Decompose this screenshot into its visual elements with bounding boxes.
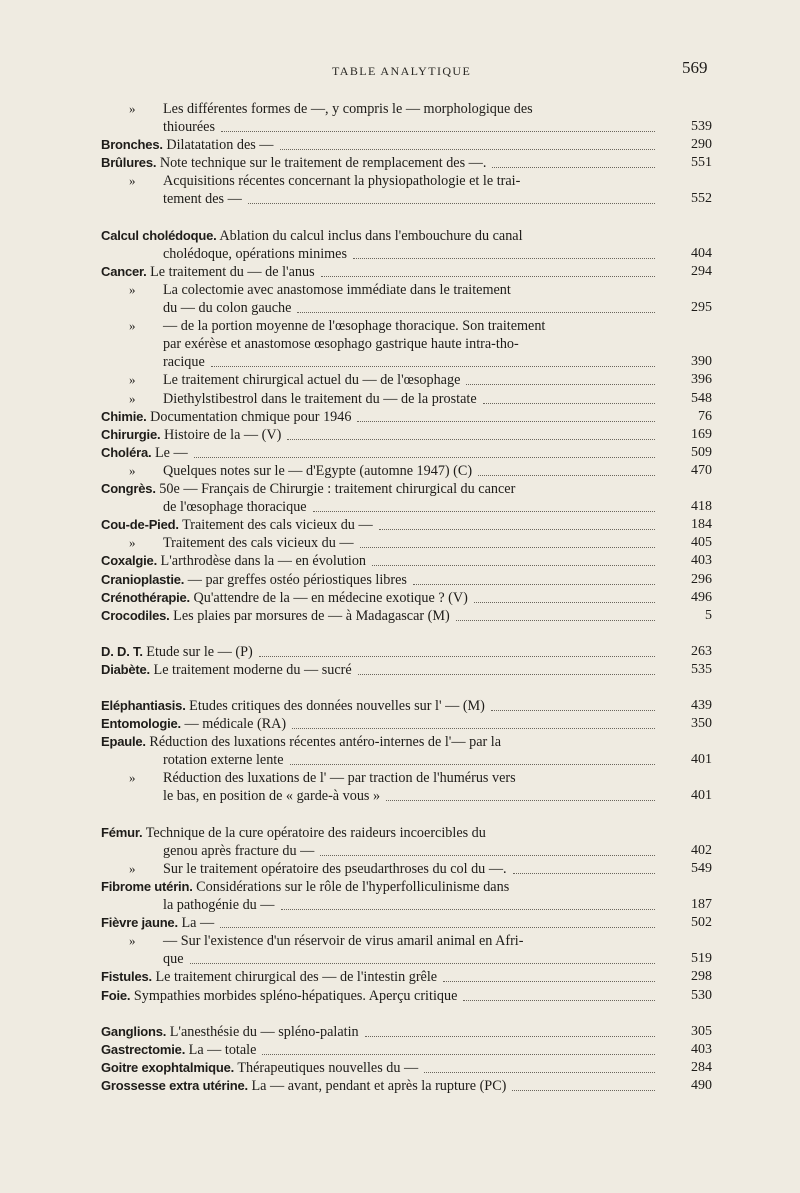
- entry-heading: Crénothérapie.: [101, 589, 190, 605]
- dot-leader: [372, 563, 655, 566]
- page-number: 569: [682, 58, 708, 77]
- entry-text: cholédoque, opérations minimes: [163, 245, 348, 262]
- entry-text: Etudes critiques des données nouvelles sur l' — (M): [189, 698, 485, 714]
- entry-page-number: 439: [691, 698, 712, 713]
- running-head: TABLE ANALYTIQUE: [332, 64, 472, 78]
- entry-text: Les plaies par morsures de — à Madagascar (M): [173, 607, 450, 624]
- entry-text: La — totale: [188, 1041, 257, 1058]
- entry-line: [163, 896, 653, 914]
- entry-page-number: 169: [691, 426, 712, 442]
- entry-heading: Fièvre jaune.: [101, 915, 178, 931]
- entry-page-number: 294: [691, 263, 712, 279]
- dot-leader: [297, 310, 655, 313]
- entry-line: [101, 516, 653, 534]
- entry-line: [101, 661, 653, 679]
- entry-heading: Cancer.: [101, 263, 147, 279]
- entry-heading: Diabète.: [101, 661, 150, 677]
- dot-leader: [194, 455, 655, 458]
- index-entry: [0, 643, 712, 661]
- index-entry: [0, 697, 712, 715]
- index-subentry: [0, 860, 712, 878]
- entry-page-number: 418: [691, 499, 712, 515]
- dot-leader: [357, 419, 655, 422]
- entry-text: — Sur l'existence d'un réservoir de virus amaril animal en Afri-: [163, 933, 524, 950]
- dot-leader: [379, 527, 655, 530]
- entry-page-number: 535: [691, 661, 712, 677]
- entry-text: Le traitement moderne du — sucré: [153, 661, 352, 678]
- entry-line: [101, 1041, 653, 1059]
- entry-page-number: 76: [698, 408, 712, 424]
- entry-line: [163, 390, 653, 408]
- entry-page-number: 263: [691, 643, 712, 659]
- entry-line: [163, 118, 653, 136]
- dot-leader: [211, 364, 655, 367]
- entry-heading: Crocodiles.: [101, 607, 170, 623]
- entry-text: — par greffes ostéo périostiques libres: [187, 571, 407, 588]
- entry-heading: Epaule.: [101, 734, 146, 750]
- dot-leader: [281, 907, 656, 910]
- ditto-mark: »: [129, 372, 136, 388]
- entry-text: racique: [163, 354, 205, 371]
- entry-page-number: 284: [691, 1059, 712, 1075]
- dot-leader: [358, 672, 655, 675]
- entry-page-number: 549: [691, 860, 712, 876]
- entry-line: [101, 968, 653, 986]
- entry-line: [163, 842, 653, 860]
- entry-line: [101, 914, 653, 932]
- entry-page-number: 296: [691, 571, 712, 587]
- entry-page-number: 290: [691, 137, 712, 153]
- entry-page-number: 502: [691, 915, 712, 931]
- index-entry: [0, 824, 712, 860]
- entry-page-number: 403: [691, 553, 712, 569]
- dot-leader: [360, 545, 655, 548]
- entry-page-number: 548: [691, 390, 712, 406]
- entry-page-number: 184: [691, 517, 712, 533]
- entry-line: [163, 787, 653, 805]
- index-entry: [0, 661, 712, 679]
- index-subentry: [0, 317, 712, 371]
- entry-text: — médicale (RA): [184, 716, 287, 733]
- entry-line: [101, 589, 653, 607]
- entry-page-number: 396: [691, 372, 712, 388]
- entry-text: Diethylstibestrol dans le traitement du — de la prostate: [163, 390, 477, 407]
- entry-text: rotation externe lente: [163, 752, 284, 769]
- entry-line: [163, 769, 653, 787]
- entry-line: [163, 462, 653, 480]
- entry-heading: Ganglions.: [101, 1023, 167, 1039]
- dot-leader: [478, 473, 655, 476]
- entry-line: [101, 878, 653, 896]
- index-entry: [0, 408, 712, 426]
- dot-leader: [320, 853, 655, 856]
- dot-leader: [443, 979, 655, 982]
- entry-heading: Chirurgie.: [101, 426, 161, 442]
- dot-leader: [190, 961, 656, 964]
- entry-line: [101, 154, 653, 172]
- entry-line: [163, 498, 653, 516]
- entry-page-number: 519: [691, 951, 712, 967]
- dot-leader: [292, 726, 655, 729]
- entry-heading: Foie.: [101, 987, 131, 1003]
- entry-line: [163, 281, 653, 299]
- entry-heading: Choléra.: [101, 444, 152, 460]
- entry-line: [101, 987, 653, 1005]
- index-entry: [0, 968, 712, 986]
- entry-line: [101, 715, 653, 733]
- entry-line: [163, 534, 653, 552]
- dot-leader: [365, 1034, 655, 1037]
- entry-line: [163, 353, 653, 371]
- dot-leader: [386, 798, 655, 801]
- entry-heading: Goitre exophtalmique.: [101, 1059, 235, 1075]
- entry-line: [163, 751, 653, 769]
- dot-leader: [221, 129, 655, 132]
- index-subentry: [0, 534, 712, 552]
- entry-page-number: 405: [691, 535, 712, 551]
- dot-leader: [512, 1088, 655, 1091]
- entry-text: Sur le traitement opératoire des pseudarthroses du col du —.: [163, 860, 507, 877]
- index-entries: [0, 100, 800, 1095]
- index-entry: [0, 715, 712, 733]
- entry-heading: Fibrome utérin.: [101, 878, 193, 894]
- index-subentry: [0, 371, 712, 389]
- index-subentry: [0, 462, 712, 480]
- entry-heading: Entomologie.: [101, 716, 181, 732]
- dot-leader: [424, 1070, 655, 1073]
- index-entry: [0, 914, 712, 932]
- index-entry: [0, 426, 712, 444]
- index-entry: [0, 227, 712, 263]
- dot-leader: [413, 582, 655, 585]
- entry-line: [163, 245, 653, 263]
- entry-line: [163, 172, 653, 190]
- entry-text: Acquisitions récentes concernant la physiopathologie et le trai-: [163, 173, 521, 190]
- entry-text: que: [163, 951, 184, 968]
- ditto-mark: »: [129, 281, 136, 297]
- entry-line: [163, 190, 653, 208]
- entry-page-number: 187: [691, 896, 712, 912]
- entry-text: La — avant, pendant et après la rupture (PC): [251, 1077, 507, 1094]
- entry-text: Sympathies morbides spléno-hépatiques. Aperçu critique: [133, 987, 458, 1004]
- entry-page-number: 5: [705, 607, 712, 623]
- entry-text: Ablation du calcul inclus dans l'embouchure du canal: [219, 227, 523, 244]
- entry-line: [163, 335, 653, 353]
- entry-line: [163, 100, 653, 118]
- entry-page-number: 530: [691, 987, 712, 1003]
- entry-text: Le traitement chirurgical des — de l'intestin grêle: [155, 969, 438, 986]
- entry-line: [101, 408, 653, 426]
- entry-text: tement des —: [163, 191, 242, 208]
- index-subentry: [0, 932, 712, 968]
- entry-text: La —: [181, 915, 215, 932]
- ditto-mark: »: [129, 770, 136, 786]
- ditto-mark: »: [129, 933, 136, 949]
- ditto-mark: »: [129, 860, 136, 876]
- entry-text: Etude sur le — (P): [146, 643, 253, 660]
- entry-heading: Calcul cholédoque.: [101, 227, 217, 243]
- dot-leader: [463, 998, 655, 1001]
- entry-line: [101, 136, 653, 154]
- entry-heading: Cranioplastie.: [101, 571, 185, 587]
- entry-heading: Congrès.: [101, 481, 156, 496]
- ditto-mark: »: [129, 173, 136, 189]
- entry-page-number: 551: [691, 155, 712, 171]
- index-entry: [0, 607, 712, 625]
- dot-leader: [259, 654, 655, 657]
- entry-line: [101, 643, 653, 661]
- entry-heading: D. D. T.: [101, 643, 143, 659]
- entry-text: L'anesthésie du — spléno-palatin: [169, 1023, 359, 1040]
- entry-text: Qu'attendre de la — en médecine exotique ? (V): [193, 589, 468, 606]
- entry-line: [163, 950, 653, 968]
- entry-line: [163, 932, 653, 950]
- entry-page-number: 401: [691, 788, 712, 804]
- index-subentry: [0, 281, 712, 317]
- entry-text: du — du colon gauche: [163, 299, 292, 316]
- dot-leader: [466, 382, 655, 385]
- entry-text: — de la portion moyenne de l'œsophage thoracique. Son traitement: [163, 318, 546, 335]
- index-entry: [0, 878, 712, 914]
- entry-page-number: 305: [691, 1023, 712, 1039]
- index-entry: [0, 589, 712, 607]
- entry-text: par exérèse et anastomose œsophago gastrique haute intra-tho-: [163, 336, 519, 353]
- index-entry: [0, 552, 712, 570]
- entry-text: genou après fracture du —: [163, 842, 315, 859]
- entry-text: Dilatatation des —: [166, 137, 274, 154]
- entry-heading: Brûlures.: [101, 155, 157, 171]
- entry-line: [101, 733, 653, 751]
- index-entry: [0, 516, 712, 534]
- dot-leader: [248, 201, 655, 204]
- entry-page-number: 402: [691, 842, 712, 858]
- entry-heading: Cou-de-Pied.: [101, 517, 179, 533]
- dot-leader: [474, 600, 655, 603]
- entry-heading: Eléphantiasis.: [101, 698, 186, 713]
- index-entry: [0, 1041, 712, 1059]
- entry-page-number: 509: [691, 444, 712, 460]
- entry-text: Le traitement chirurgical actuel du — de l'œsophage: [163, 372, 461, 389]
- entry-line: [101, 1023, 653, 1041]
- entry-heading: Coxalgie.: [101, 553, 157, 569]
- entry-heading: Bronches.: [101, 137, 163, 153]
- entry-line: [101, 426, 653, 444]
- entry-text: Traitement des cals vicieux du —: [182, 517, 373, 534]
- entry-line: [163, 371, 653, 389]
- entry-text: Les différentes formes de —, y compris le — morphologique des: [163, 101, 533, 117]
- entry-heading: Fistules.: [101, 969, 152, 985]
- entry-text: de l'œsophage thoracique: [163, 499, 307, 516]
- entry-text: L'arthrodèse dans la — en évolution: [160, 553, 367, 570]
- entry-page-number: 390: [691, 354, 712, 370]
- index-subentry: [0, 769, 712, 805]
- dot-leader: [353, 256, 655, 259]
- entry-text: le bas, en position de « garde-à vous »: [163, 788, 381, 805]
- entry-page-number: 496: [691, 589, 712, 605]
- dot-leader: [220, 925, 655, 928]
- entry-text: Thérapeutiques nouvelles du —: [237, 1059, 419, 1076]
- ditto-mark: »: [129, 318, 136, 334]
- ditto-mark: »: [129, 535, 136, 551]
- entry-text: Considérations sur le rôle de l'hyperfolliculinisme dans: [196, 878, 510, 895]
- index-subentry: [0, 100, 712, 136]
- entry-page-number: 401: [691, 752, 712, 768]
- index-entry: [0, 1023, 712, 1041]
- entry-text: Documentation chmique pour 1946: [150, 408, 352, 425]
- index-entry: [0, 136, 712, 154]
- ditto-mark: »: [129, 101, 136, 116]
- dot-leader: [483, 401, 655, 404]
- entry-line: [101, 824, 653, 842]
- entry-heading: Chimie.: [101, 408, 147, 424]
- index-entry: [0, 263, 712, 281]
- entry-line: [101, 263, 653, 281]
- entry-page-number: 350: [691, 716, 712, 732]
- index-entry: [0, 987, 712, 1005]
- dot-leader: [290, 762, 655, 765]
- ditto-mark: »: [129, 462, 136, 478]
- entry-line: [163, 299, 653, 317]
- entry-page-number: 490: [691, 1077, 712, 1093]
- entry-line: [101, 571, 653, 589]
- index-subentry: [0, 172, 712, 208]
- entry-line: [101, 227, 653, 245]
- dot-leader: [262, 1052, 655, 1055]
- entry-page-number: 552: [691, 191, 712, 207]
- index-entry: [0, 1059, 712, 1077]
- dot-leader: [313, 509, 655, 512]
- entry-text: Quelques notes sur le — d'Egypte (automne 1947) (C): [163, 462, 473, 479]
- entry-page-number: 539: [691, 119, 712, 135]
- dot-leader: [492, 165, 655, 168]
- entry-page-number: 404: [691, 245, 712, 261]
- entry-heading: Grossesse extra utérine.: [101, 1077, 248, 1093]
- entry-line: [163, 317, 653, 335]
- entry-page-number: 298: [691, 969, 712, 985]
- entry-page-number: 295: [691, 299, 712, 315]
- entry-text: La colectomie avec anastomose immédiate dans le traitement: [163, 281, 511, 298]
- entry-text: Le —: [154, 444, 188, 461]
- dot-leader: [491, 708, 655, 711]
- entry-line: [101, 607, 653, 625]
- index-subentry: [0, 390, 712, 408]
- entry-text: Réduction des luxations de l' — par traction de l'humérus vers: [163, 770, 516, 787]
- entry-text: la pathogénie du —: [163, 896, 275, 913]
- entry-line: [101, 444, 653, 462]
- dot-leader: [513, 871, 655, 874]
- entry-page-number: 403: [691, 1041, 712, 1057]
- entry-text: Note technique sur le traitement de remplacement des —.: [159, 155, 487, 172]
- entry-line: [101, 480, 653, 498]
- index-entry: [0, 480, 712, 516]
- dot-leader: [280, 147, 656, 150]
- ditto-mark: »: [129, 390, 136, 406]
- entry-heading: Gastrectomie.: [101, 1041, 186, 1057]
- index-entry: [0, 571, 712, 589]
- entry-text: Technique de la cure opératoire des raideurs incoercibles du: [145, 824, 486, 841]
- entry-line: [101, 1059, 653, 1077]
- entry-text: Traitement des cals vicieux du —: [163, 535, 354, 552]
- entry-text: 50e — Français de Chirurgie : traitement chirurgical du cancer: [159, 481, 516, 497]
- entry-line: [101, 552, 653, 570]
- entry-text: Le traitement du — de l'anus: [150, 263, 315, 280]
- entry-text: Histoire de la — (V): [163, 426, 282, 443]
- entry-text: Réduction des luxations récentes antéro-internes de l'— par la: [149, 734, 501, 751]
- entry-page-number: 470: [691, 462, 712, 478]
- entry-heading: Fémur.: [101, 824, 143, 840]
- index-entry: [0, 154, 712, 172]
- entry-line: [101, 697, 653, 715]
- dot-leader: [321, 274, 655, 277]
- index-entry: [0, 1077, 712, 1095]
- entry-line: [163, 860, 653, 878]
- index-entry: [0, 733, 712, 769]
- dot-leader: [287, 437, 655, 440]
- dot-leader: [456, 618, 655, 621]
- index-entry: [0, 444, 712, 462]
- entry-text: thiourées: [163, 119, 216, 136]
- entry-line: [101, 1077, 653, 1095]
